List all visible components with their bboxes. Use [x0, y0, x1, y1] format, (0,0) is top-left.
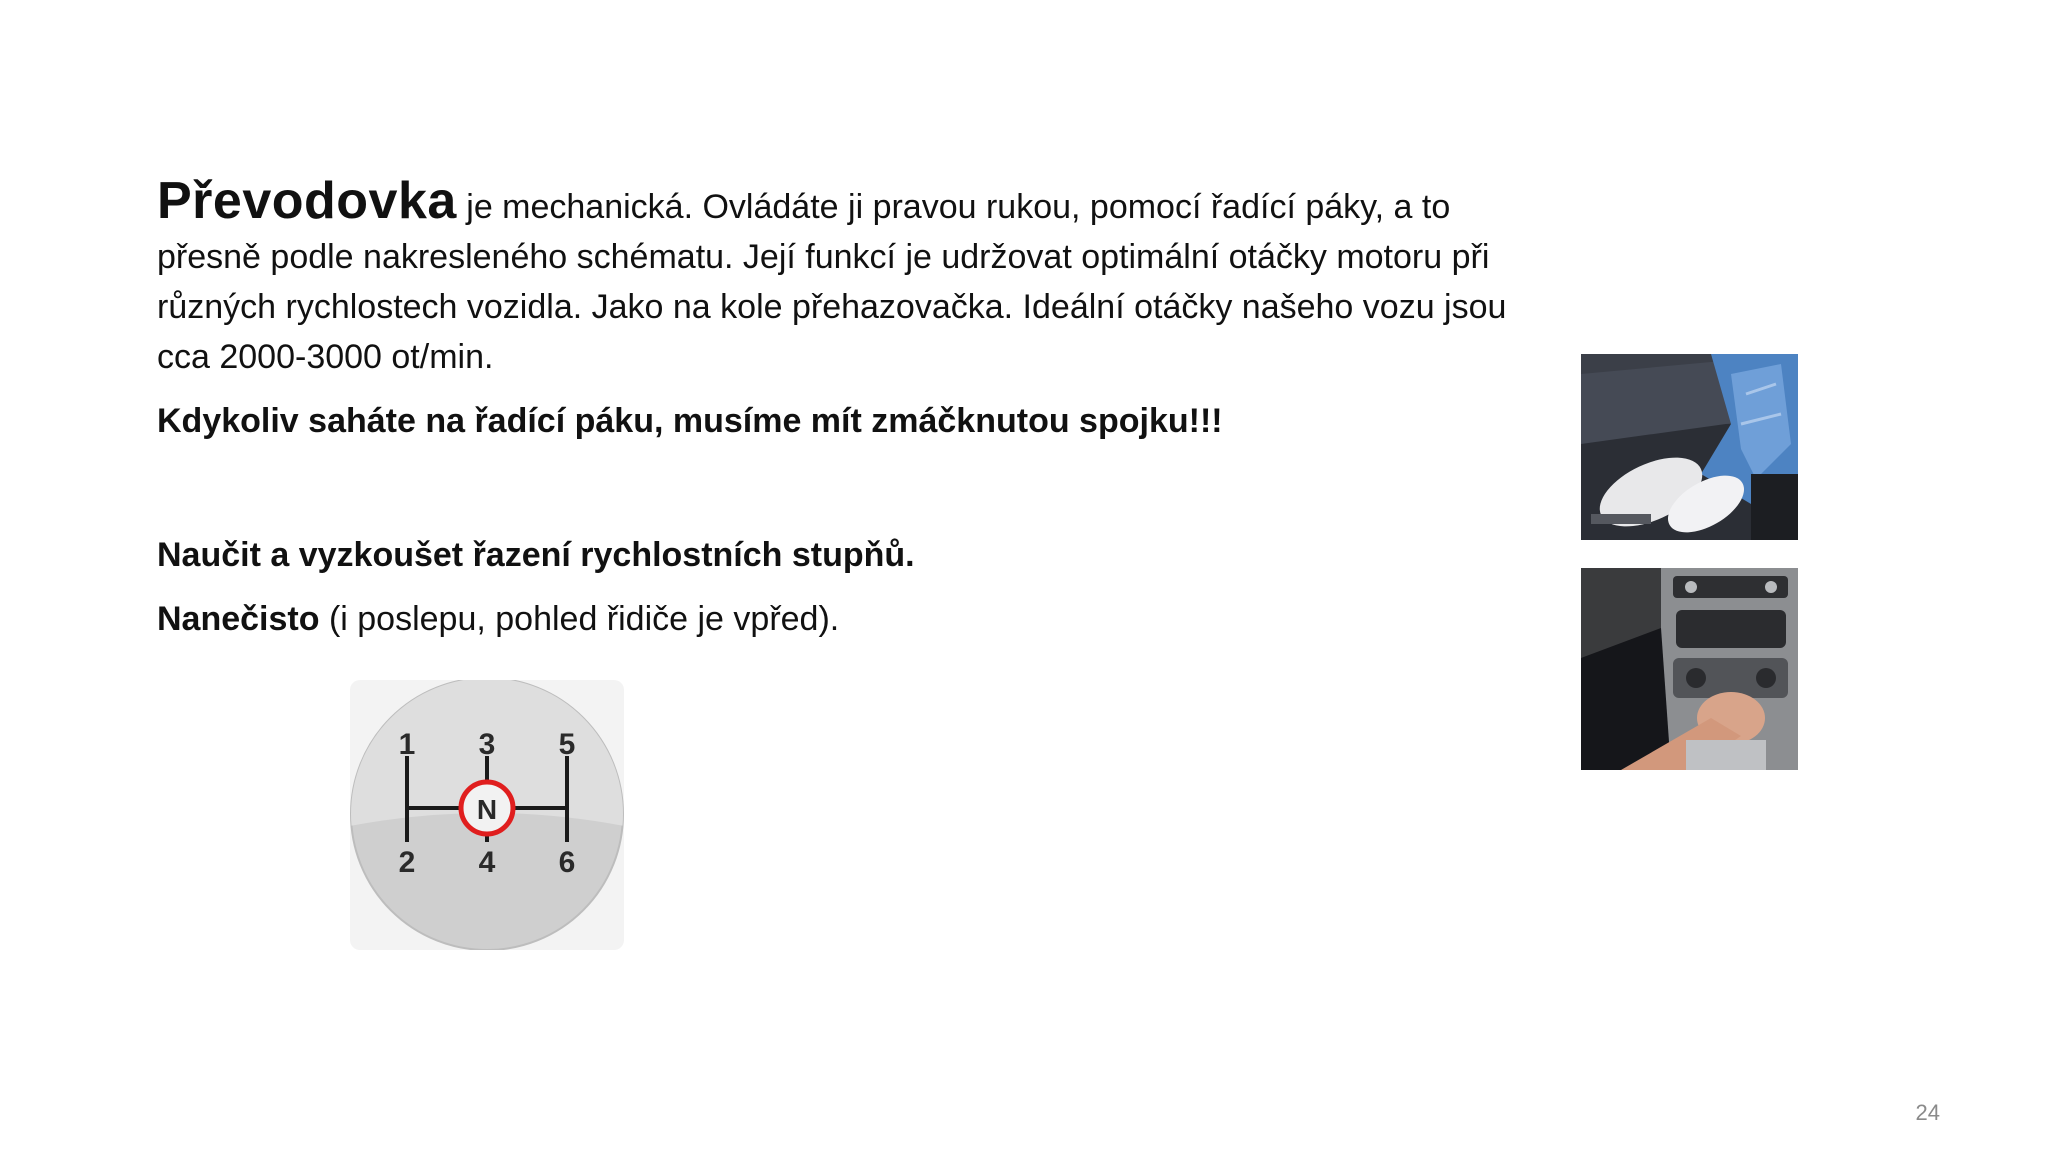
gear-label-4: 4	[478, 846, 496, 879]
pedal-illustration	[1581, 354, 1798, 540]
practice-note	[157, 594, 1537, 644]
paragraph-gearbox-text: je mechanická. Ovládáte ji pravou rukou, pomocí řadící páky, a to přesně podle nakresleného schématu. Její funkcí je udržovat optimální otáčky motoru při různých rychlostech vozidla. Jako na kole přehazovačka. Ideální otáčky našeho vozu jsou cca 2000-3000 ot/min.	[157, 188, 1507, 376]
gear-label-1: 1	[398, 728, 416, 761]
gear-label-n: N	[476, 794, 498, 825]
learn-shifting: Naučit a vyzkoušet řazení rychlostních stupňů.	[157, 536, 915, 574]
gear-stick-illustration	[1581, 568, 1798, 770]
page-number: 24	[1915, 1100, 1940, 1125]
gear-label-3: 3	[478, 728, 496, 761]
text-block	[157, 172, 1537, 644]
gear-knob-graphic	[350, 680, 624, 950]
gear-label-5: 5	[558, 728, 576, 761]
gear-label-6: 6	[558, 846, 576, 879]
clutch-warning: Kdykoliv saháte na řadící páku, musíme mít zmáčknutou spojku!!!	[157, 402, 1223, 440]
paragraph-gearbox	[157, 172, 1537, 382]
gear-stick-photo	[1581, 568, 1798, 770]
practice-note-text: (i poslepu, pohled řidiče je vpřed).	[319, 600, 840, 638]
clutch-pedal-photo	[1581, 354, 1798, 540]
heading-prevodovka: Převodovka	[157, 172, 457, 230]
practice-note-bold: Nanečisto	[157, 600, 320, 638]
gear-label-2: 2	[398, 846, 416, 879]
gear-shift-diagram	[350, 680, 624, 950]
